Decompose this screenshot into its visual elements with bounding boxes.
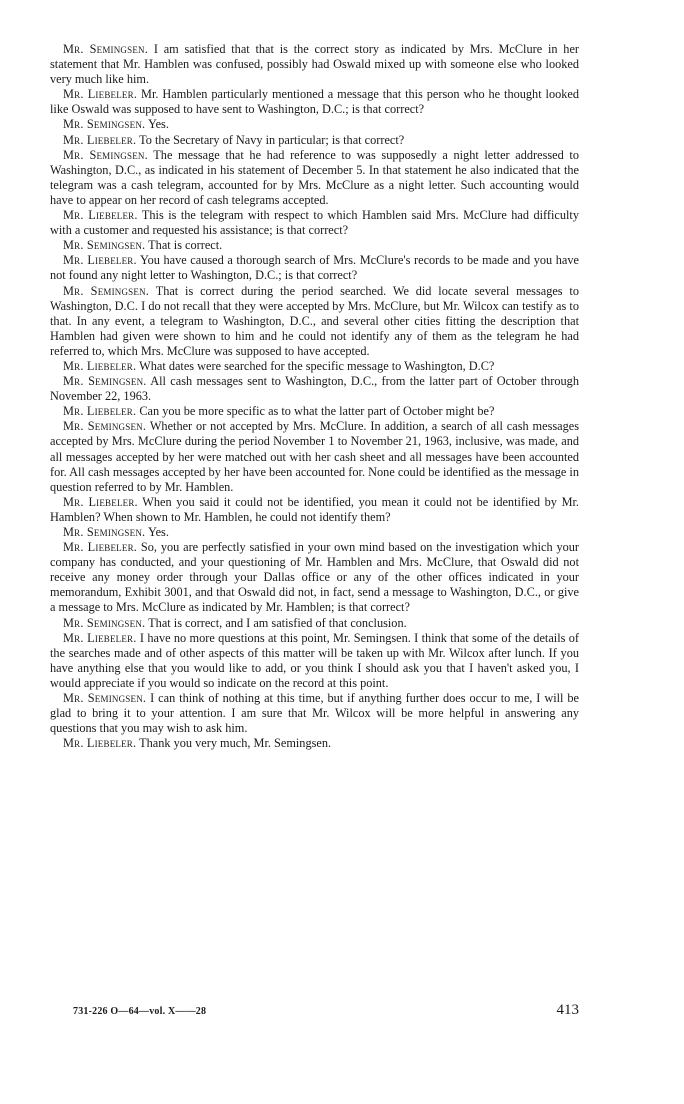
speaker-name: Mr. Liebeler.	[63, 630, 137, 645]
paragraph-text: That is correct, and I am satisfied of that conclusion.	[148, 615, 407, 630]
testimony-paragraph	[50, 208, 579, 238]
speaker-name: Mr. Liebeler.	[63, 494, 138, 509]
speaker-name: Mr. Semingsen.	[63, 525, 146, 539]
testimony-paragraph	[50, 148, 579, 208]
paragraph-text: I can think of nothing at this time, but if anything further does occur to me, I will be glad to bring it to your attention. I am sure that Mr. Wilcox will be more helpful in answering any questions that you may wish to ask him.	[50, 691, 579, 736]
testimony-paragraph	[50, 540, 579, 615]
paragraph-text: That is correct.	[148, 238, 223, 253]
paragraph-text: Mr. Hamblen particularly mentioned a message that this person who he thought looked like Oswald was supposed to have sent to Washington, D.C.; is that correct?	[50, 87, 580, 117]
testimony-paragraph	[50, 404, 579, 419]
speaker-name: Mr. Semingsen.	[63, 419, 147, 434]
testimony-paragraph	[50, 359, 579, 374]
speaker-name: Mr. Semingsen.	[63, 238, 146, 253]
testimony-paragraph	[50, 87, 579, 117]
testimony-paragraph	[50, 117, 579, 132]
paragraph-text: Yes.	[147, 525, 169, 539]
testimony-paragraph	[50, 525, 579, 540]
speaker-name: Mr. Liebeler.	[63, 404, 137, 419]
page-number: 413	[556, 1002, 579, 1018]
paragraph-text: What dates were searched for the specific message to Washington, D.C?	[139, 358, 495, 373]
testimony-paragraph	[50, 419, 579, 494]
page-footer	[73, 1002, 579, 1022]
testimony-paragraph	[50, 495, 579, 525]
speaker-name: Mr. Semingsen.	[63, 283, 150, 298]
speaker-name: Mr. Liebeler.	[63, 208, 138, 223]
testimony-paragraph	[50, 736, 579, 751]
speaker-name: Mr. Liebeler.	[63, 132, 137, 147]
testimony-paragraph	[50, 374, 579, 404]
paragraph-text: The message that he had reference to was supposedly a night letter addressed to Washington, D.C., as indicated in his statement of December 5. In that statement he also indicated that the telegram was a cash telegram, accounted for by Mrs. McClure as a night letter. Such accounting would have to appear on her record of cash telegrams accepted.	[50, 147, 579, 207]
testimony-paragraph	[50, 253, 579, 283]
speaker-name: Mr. Semingsen.	[63, 147, 148, 162]
testimony-paragraph	[50, 238, 579, 253]
paragraph-text: Whether or not accepted by Mrs. McClure. In addition, a search of all cash messages accepted by Mrs. McClure during the period November 1 to November 21, 1963, inclusive, was made, and all messages accepted by her were matched out with her cash sheet and all messages have been accounted for. All cash messages accepted by her have been accounted for. None could be identified as the message in question referred to by Mr. Hamblen.	[50, 419, 579, 494]
paragraph-text: So, you are perfectly satisfied in your own mind based on the investigation which your company has conducted, and your questioning of Mr. Hamblen and Mrs. McClure, that Oswald did not receive any money order through your Dallas office or any of the other offices indicated in your memorandum, Exhibit 3001, and that Oswald did not, in fact, send a message to Washington, D.C., or give a message to Mrs. McClure as indicated by Mr. Hamblen; is that correct?	[50, 540, 580, 615]
speaker-name: Mr. Semingsen.	[63, 615, 146, 630]
paragraph-text: Thank you very much, Mr. Semingsen.	[139, 736, 332, 751]
speaker-name: Mr. Liebeler.	[63, 540, 138, 555]
paragraph-text: To the Secretary of Navy in particular; is that correct?	[139, 132, 405, 147]
transcript-page	[50, 42, 579, 751]
speaker-name: Mr. Semingsen.	[63, 42, 149, 56]
testimony-paragraph	[50, 616, 579, 631]
speaker-name: Mr. Semingsen.	[63, 374, 147, 389]
paragraph-text: All cash messages sent to Washington, D.C., from the latter part of October through November 22, 1963.	[50, 374, 579, 404]
paragraph-text: This is the telegram with respect to which Hamblen said Mrs. McClure had difficulty with a customer and requested his assistance; is that correct?	[50, 208, 579, 238]
print-code: 731-226 O—64—vol. X——28	[73, 1006, 207, 1017]
paragraph-text: That is correct during the period searched. We did locate several messages to Washington, D.C. I do not recall that they were accepted by Mrs. McClure, but Mr. Wilcox can testify as to that. In any event, a telegram to Washington, D.C., and several other cities fitting the description that Hamblen had given were shown to him and he could not identify any of them as the telegram he had referred to, which Mrs. McClure was supposed to have accepted.	[50, 283, 579, 358]
paragraph-text: You have caused a thorough search of Mrs. McClure's records to be made and you have not found any night letter to Washington, D.C.; is that correct?	[50, 253, 579, 283]
paragraph-text: I am satisfied that that is the correct story as indicated by Mrs. McClure in her statement that Mr. Hamblen was confused, possibly had Oswald mixed up with someone else who looked very much like him.	[50, 42, 579, 87]
testimony-paragraph	[50, 691, 579, 736]
testimony-paragraph	[50, 42, 579, 87]
testimony-paragraph	[50, 133, 579, 148]
paragraph-text: When you said it could not be identified, you mean it could not be identified by Mr. Hamblen? When shown to Mr. Hamblen, he could not identify them?	[50, 494, 580, 524]
speaker-name: Mr. Liebeler.	[63, 358, 137, 373]
paragraph-text: I have no more questions at this point, Mr. Semingsen. I think that some of the details of the searches made and of other aspects of this matter will be taken up with Mr. Wilcox after lunch. If you have anything else that you would like to add, or you think I should ask you that I haven't asked you, I would appreciate if you would so indicate on the record at this point.	[50, 630, 580, 690]
testimony-paragraph	[50, 631, 579, 691]
paragraph-text: Can you be more specific as to what the latter part of October might be?	[139, 404, 495, 419]
speaker-name: Mr. Semingsen.	[63, 117, 146, 132]
speaker-name: Mr. Liebeler.	[63, 87, 138, 102]
speaker-name: Mr. Liebeler.	[63, 736, 137, 751]
speaker-name: Mr. Liebeler.	[63, 253, 137, 268]
paragraph-text: Yes.	[147, 117, 169, 132]
speaker-name: Mr. Semingsen.	[63, 691, 147, 706]
testimony-paragraph	[50, 284, 579, 359]
